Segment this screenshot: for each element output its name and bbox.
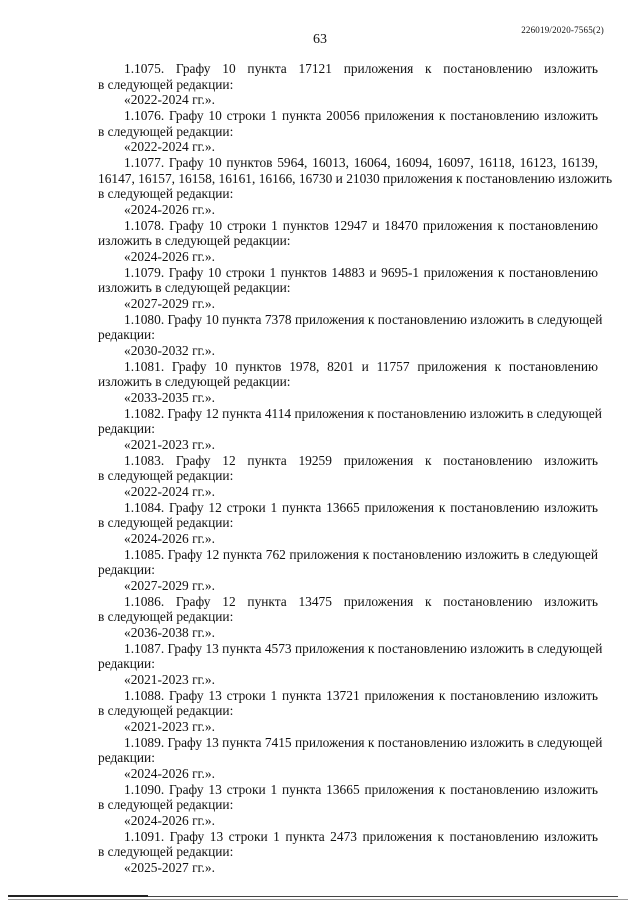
item-quote: «2030-2032 гг.». (124, 342, 215, 358)
item-quote: «2021-2023 гг.». (124, 671, 215, 687)
item-quote: «2024-2026 гг.». (124, 248, 215, 264)
amendment-item (98, 359, 598, 406)
item-text-line-first: 1.1076. Графу 10 строки 1 пункта 20056 приложения к постановлению изложить (124, 108, 598, 123)
item-quote: «2024-2026 гг.». (124, 812, 215, 828)
item-quote: «2022-2024 гг.». (124, 139, 215, 154)
item-text-line-first: 1.1081. Графу 10 пунктов 1978, 8201 и 11757 приложения к постановлению (124, 358, 598, 374)
item-quote: «2022-2024 гг.». (124, 483, 215, 499)
item-text-line-first: 1.1088. Графу 13 строки 1 пункта 13721 приложения к постановлению изложить (124, 687, 598, 703)
doc-id: 226019/2020-7565(2) (521, 25, 604, 35)
item-text-line: в следующей редакции: (98, 515, 234, 530)
item-text-line-first: 1.1087. Графу 13 пункта 4573 приложения к постановлению изложить в следующей (124, 640, 603, 656)
item-quote: «2033-2035 гг.». (124, 389, 215, 405)
item-quote: «2027-2029 гг.». (124, 295, 215, 311)
item-text-line-first: 1.1084. Графу 12 строки 1 пункта 13665 приложения к постановлению изложить (124, 499, 598, 515)
item-text-line: в следующей редакции: (98, 186, 234, 201)
item-text-line-first: 1.1078. Графу 10 строки 1 пунктов 12947 и 18470 приложения к постановлению (124, 217, 598, 233)
item-text-line-first: 1.1085. Графу 12 пункта 762 приложения к постановлению изложить в следующей (124, 546, 598, 562)
item-text-line: изложить в следующей редакции: (98, 280, 291, 295)
item-text-line-first: 1.1075. Графу 10 пункта 17121 приложения к постановлению изложить (124, 61, 598, 76)
item-text-line: 16147, 16157, 16158, 16161, 16166, 16730 и 21030 приложения к постановлению изложить (98, 170, 613, 186)
item-text-line-first: 1.1091. Графу 13 строки 1 пункта 2473 приложения к постановлению изложить (124, 828, 598, 844)
amendment-item (98, 155, 613, 217)
item-text-line-first: 1.1089. Графу 13 пункта 7415 приложения к постановлению изложить в следующей (124, 734, 603, 750)
item-quote: «2024-2026 гг.». (124, 765, 215, 781)
item-text-line: в следующей редакции: (98, 797, 234, 812)
item-text-line: редакции: (98, 562, 155, 577)
amendment-item (98, 61, 598, 108)
item-text-line-first: 1.1086. Графу 12 пункта 13475 приложения к постановлению изложить (124, 593, 598, 609)
item-text-line-first: 1.1079. Графу 10 строки 1 пунктов 14883 и 9695-1 приложения к постановлению (124, 264, 598, 280)
item-quote: «2025-2027 гг.». (124, 859, 215, 875)
amendment-item (98, 218, 598, 265)
item-text-line-first: 1.1080. Графу 10 пункта 7378 приложения к постановлению изложить в следующей (124, 311, 603, 327)
amendment-item (98, 688, 598, 735)
item-quote: «2022-2024 гг.». (124, 92, 215, 107)
item-text-line: редакции: (98, 750, 155, 765)
item-text-line: в следующей редакции: (98, 76, 234, 92)
page-number: 63 (313, 32, 327, 47)
amendment-item (98, 108, 598, 155)
amendment-item (98, 453, 598, 500)
amendment-item (98, 547, 598, 594)
item-quote: «2024-2026 гг.». (124, 530, 215, 546)
item-text-line-first: 1.1082. Графу 12 пункта 4114 приложения к постановлению изложить в следующей (124, 405, 602, 421)
item-quote: «2021-2023 гг.». (124, 436, 215, 452)
item-text-line: в следующей редакции: (98, 844, 234, 859)
amendment-item (98, 829, 598, 876)
item-text-line-first: 1.1090. Графу 13 строки 1 пункта 13665 приложения к постановлению изложить (124, 781, 598, 797)
item-text-line: изложить в следующей редакции: (98, 233, 291, 248)
item-text-line: редакции: (98, 656, 155, 671)
amendment-item (98, 265, 598, 312)
item-text-line-first: 1.1083. Графу 12 пункта 19259 приложения к постановлению изложить (124, 452, 598, 468)
item-text-line: в следующей редакции: (98, 609, 234, 624)
item-text-line: редакции: (98, 327, 155, 342)
amendment-item (98, 405, 602, 453)
amendment-item (98, 782, 598, 829)
amendment-item (98, 594, 598, 641)
item-text-line: изложить в следующей редакции: (98, 374, 291, 389)
amendment-item (98, 640, 603, 688)
amendment-item (98, 500, 598, 547)
amendment-item (98, 734, 603, 782)
item-text-line-first: 1.1077. Графу 10 пунктов 5964, 16013, 16064, 16094, 16097, 16118, 16123, 16139, (124, 155, 598, 170)
document-body (98, 61, 613, 876)
item-quote: «2024-2026 гг.». (124, 201, 215, 217)
item-quote: «2036-2038 гг.». (124, 624, 215, 640)
item-text-line: в следующей редакции: (98, 703, 234, 718)
footer-rule (8, 892, 632, 902)
item-text-line: в следующей редакции: (98, 468, 234, 483)
amendment-item (98, 311, 603, 359)
item-text-line: в следующей редакции: (98, 123, 234, 139)
item-text-line: редакции: (98, 421, 155, 436)
item-quote: «2027-2029 гг.». (124, 577, 215, 593)
item-quote: «2021-2023 гг.». (124, 718, 215, 734)
